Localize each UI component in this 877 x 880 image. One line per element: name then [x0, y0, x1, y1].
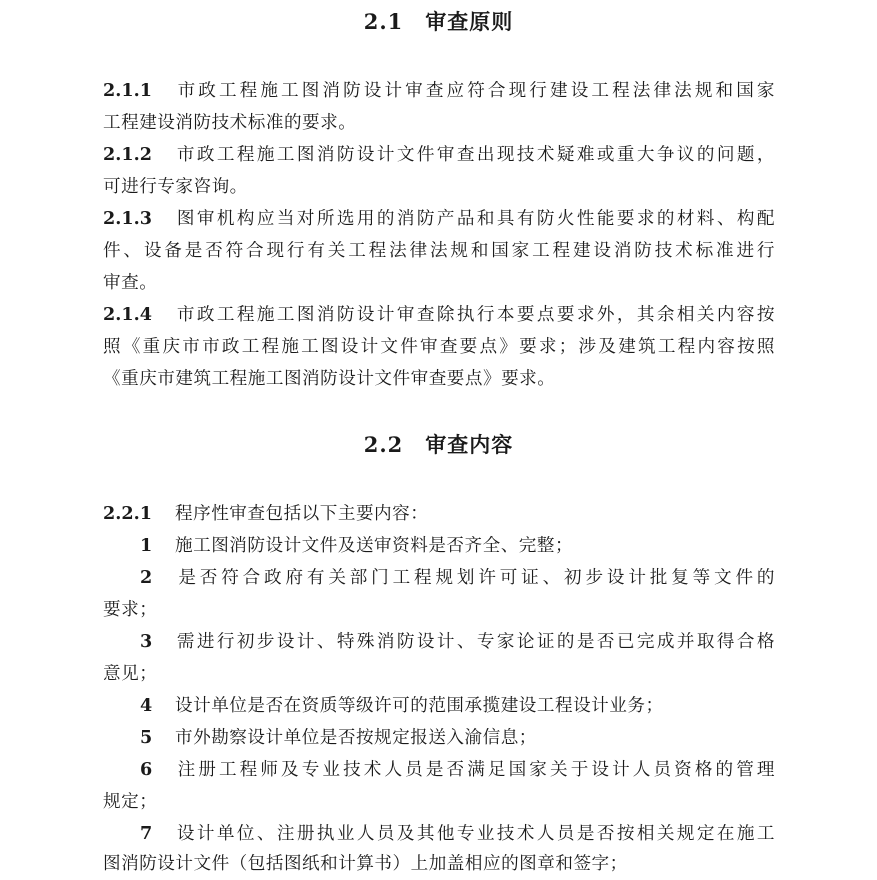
clause-2-1-3-line-2: 件、设备是否符合现行有关工程法律法规和国家工程建设消防技术标准进行: [103, 241, 775, 261]
item-text: 设计单位是否在资质等级许可的范围承揽建设工程设计业务；: [175, 696, 664, 716]
clause-text: 市政工程施工图消防设计审查应符合现行建设工程法律法规和国家: [175, 81, 775, 101]
item-number: 3: [140, 631, 153, 652]
item-2-line-1: [140, 562, 775, 594]
item-3-line-1: [140, 626, 775, 658]
item-text: 市外勘察设计单位是否按规定报送入渝信息；: [175, 728, 537, 748]
item-number: 1: [140, 535, 153, 556]
section-number: 2.2: [363, 432, 404, 457]
section-title: 审查原则: [425, 10, 514, 34]
clause-text: 市政工程施工图消防设计文件审查出现技术疑难或重大争议的问题，: [175, 145, 775, 165]
clause-2-1-2-line-1: [103, 139, 775, 171]
section-number: 2.1: [363, 9, 404, 34]
item-text: 是否符合政府有关部门工程规划许可证、初步设计批复等文件的: [175, 568, 775, 588]
item-number: 5: [140, 727, 153, 748]
item-number: 4: [140, 695, 153, 716]
clause-2-2-1-line-1: [103, 498, 775, 530]
item-7-line-1: [140, 818, 775, 850]
item-number: 2: [140, 567, 153, 588]
item-2-line-2: 要求；: [103, 600, 158, 620]
item-5-line-1: [140, 722, 775, 754]
item-1-line-1: [140, 530, 775, 562]
clause-text: 市政工程施工图消防设计审查除执行本要点要求外，其余相关内容按: [175, 305, 775, 325]
item-7-line-2: 图消防设计文件（包括图纸和计算书）上加盖相应的图章和签字；: [103, 854, 628, 874]
item-6-line-2: 规定；: [103, 792, 158, 812]
clause-2-1-4-line-2: 照《重庆市市政工程施工图设计文件审查要点》要求；涉及建筑工程内容按照: [103, 337, 775, 357]
section-heading-2-1: [0, 6, 877, 36]
clause-2-1-3-line-1: [103, 203, 775, 235]
item-number: 7: [140, 823, 153, 844]
item-number: 6: [140, 759, 153, 780]
clause-number: 2.1.4: [103, 304, 152, 325]
clause-2-1-2-line-2: 可进行专家咨询。: [103, 177, 248, 197]
clause-2-1-1-line-2: 工程建设消防技术标准的要求。: [103, 113, 357, 133]
section-title: 审查内容: [425, 433, 514, 457]
item-text: 需进行初步设计、特殊消防设计、专家论证的是否已完成并取得合格: [175, 632, 775, 652]
clause-2-1-1-line-1: [103, 75, 775, 107]
item-text: 设计单位、注册执业人员及其他专业技术人员是否按相关规定在施工: [175, 824, 775, 844]
clause-number: 2.1.1: [103, 80, 152, 101]
clause-2-1-4-line-3: 《重庆市建筑工程施工图消防设计文件审查要点》要求。: [103, 369, 556, 389]
clause-number: 2.1.2: [103, 144, 152, 165]
clause-number: 2.2.1: [103, 503, 152, 524]
clause-number: 2.1.3: [103, 208, 152, 229]
clause-2-1-3-line-3: 审查。: [103, 273, 158, 293]
clause-text: 图审机构应当对所选用的消防产品和具有防火性能要求的材料、构配: [175, 209, 775, 229]
item-4-line-1: [140, 690, 775, 722]
section-heading-2-2: [0, 429, 877, 459]
clause-text: 程序性审查包括以下主要内容：: [175, 504, 429, 524]
item-3-line-2: 意见；: [103, 664, 158, 684]
item-text: 施工图消防设计文件及送审资料是否齐全、完整；: [175, 536, 574, 556]
item-text: 注册工程师及专业技术人员是否满足国家关于设计人员资格的管理: [175, 760, 775, 780]
item-6-line-1: [140, 754, 775, 786]
clause-2-1-4-line-1: [103, 299, 775, 331]
